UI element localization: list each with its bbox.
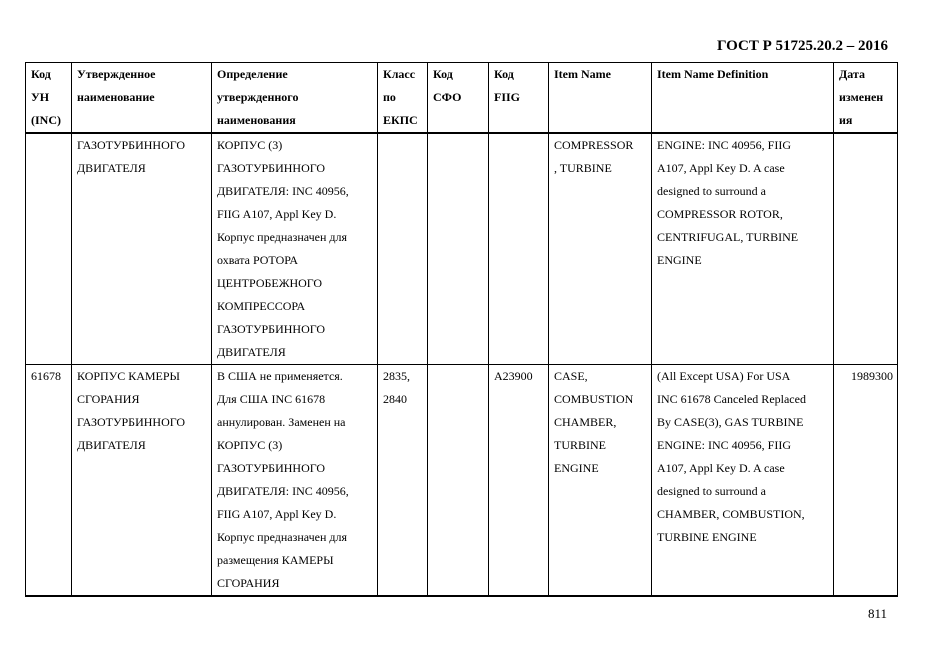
cell-sfo-code — [428, 365, 489, 597]
cell-fiig-code — [489, 133, 549, 365]
cell-definition: В США не применяется. Для США INC 61678 аннулирован. Заменен на КОРПУС (3) ГАЗОТУРБИННОГО ДВИГАТЕЛЯ: INC 40956, FIIG A107, Appl Key D. Корпус предназначен для размещения КАМЕРЫ СГОРАНИЯ — [212, 365, 378, 597]
col-header-sfo-code: Код СФО — [428, 63, 489, 134]
cell-item-name-definition: ENGINE: INC 40956, FIIG A107, Appl Key D. A case designed to surround a COMPRESSOR ROTOR, CENTRIFUGAL, TURBINE ENGINE — [652, 133, 834, 365]
cell-ekps-class — [378, 133, 428, 365]
cell-approved-name: КОРПУС КАМЕРЫ СГОРАНИЯ ГАЗОТУРБИННОГО ДВИГАТЕЛЯ — [72, 365, 212, 597]
document-code-header: ГОСТ Р 51725.20.2 – 2016 — [716, 38, 888, 54]
cell-item-name: COMPRESSOR , TURBINE — [549, 133, 652, 365]
page-number: 811 — [867, 606, 887, 621]
table-row — [26, 365, 898, 597]
col-header-change-date: Дата изменен ия — [834, 63, 898, 134]
table-row — [26, 133, 898, 365]
cell-fiig-code: A23900 — [489, 365, 549, 597]
col-header-inc: Код УН (INC) — [26, 63, 72, 134]
cell-inc — [26, 133, 72, 365]
col-header-fiig-code: Код FIIG — [489, 63, 549, 134]
cell-change-date: 1989300 — [834, 365, 898, 597]
cell-item-name-definition: (All Except USA) For USA INC 61678 Canceled Replaced By CASE(3), GAS TURBINE ENGINE: INC 40956, FIIG A107, Appl Key D. A case designed to surround a CHAMBER, COMBUSTION, TURBINE ENGINE — [652, 365, 834, 597]
cell-sfo-code — [428, 133, 489, 365]
col-header-item-name-definition: Item Name Definition — [652, 63, 834, 134]
col-header-item-name: Item Name — [549, 63, 652, 134]
col-header-definition: Определение утвержденного наименования — [212, 63, 378, 134]
cell-approved-name: ГАЗОТУРБИННОГО ДВИГАТЕЛЯ — [72, 133, 212, 365]
col-header-ekps-class: Класс по ЕКПС — [378, 63, 428, 134]
cell-item-name: CASE, COMBUSTION CHAMBER, TURBINE ENGINE — [549, 365, 652, 597]
catalog-table — [25, 62, 898, 597]
cell-definition: КОРПУС (3) ГАЗОТУРБИННОГО ДВИГАТЕЛЯ: INC 40956, FIIG A107, Appl Key D. Корпус предназначен для охвата РОТОРА ЦЕНТРОБЕЖНОГО КОМПРЕССОРА ГАЗОТУРБИННОГО ДВИГАТЕЛЯ — [212, 133, 378, 365]
cell-inc: 61678 — [26, 365, 72, 597]
cell-change-date — [834, 133, 898, 365]
table-header-row — [26, 63, 898, 134]
cell-ekps-class: 2835, 2840 — [378, 365, 428, 597]
col-header-approved-name: Утвержденное наименование — [72, 63, 212, 134]
